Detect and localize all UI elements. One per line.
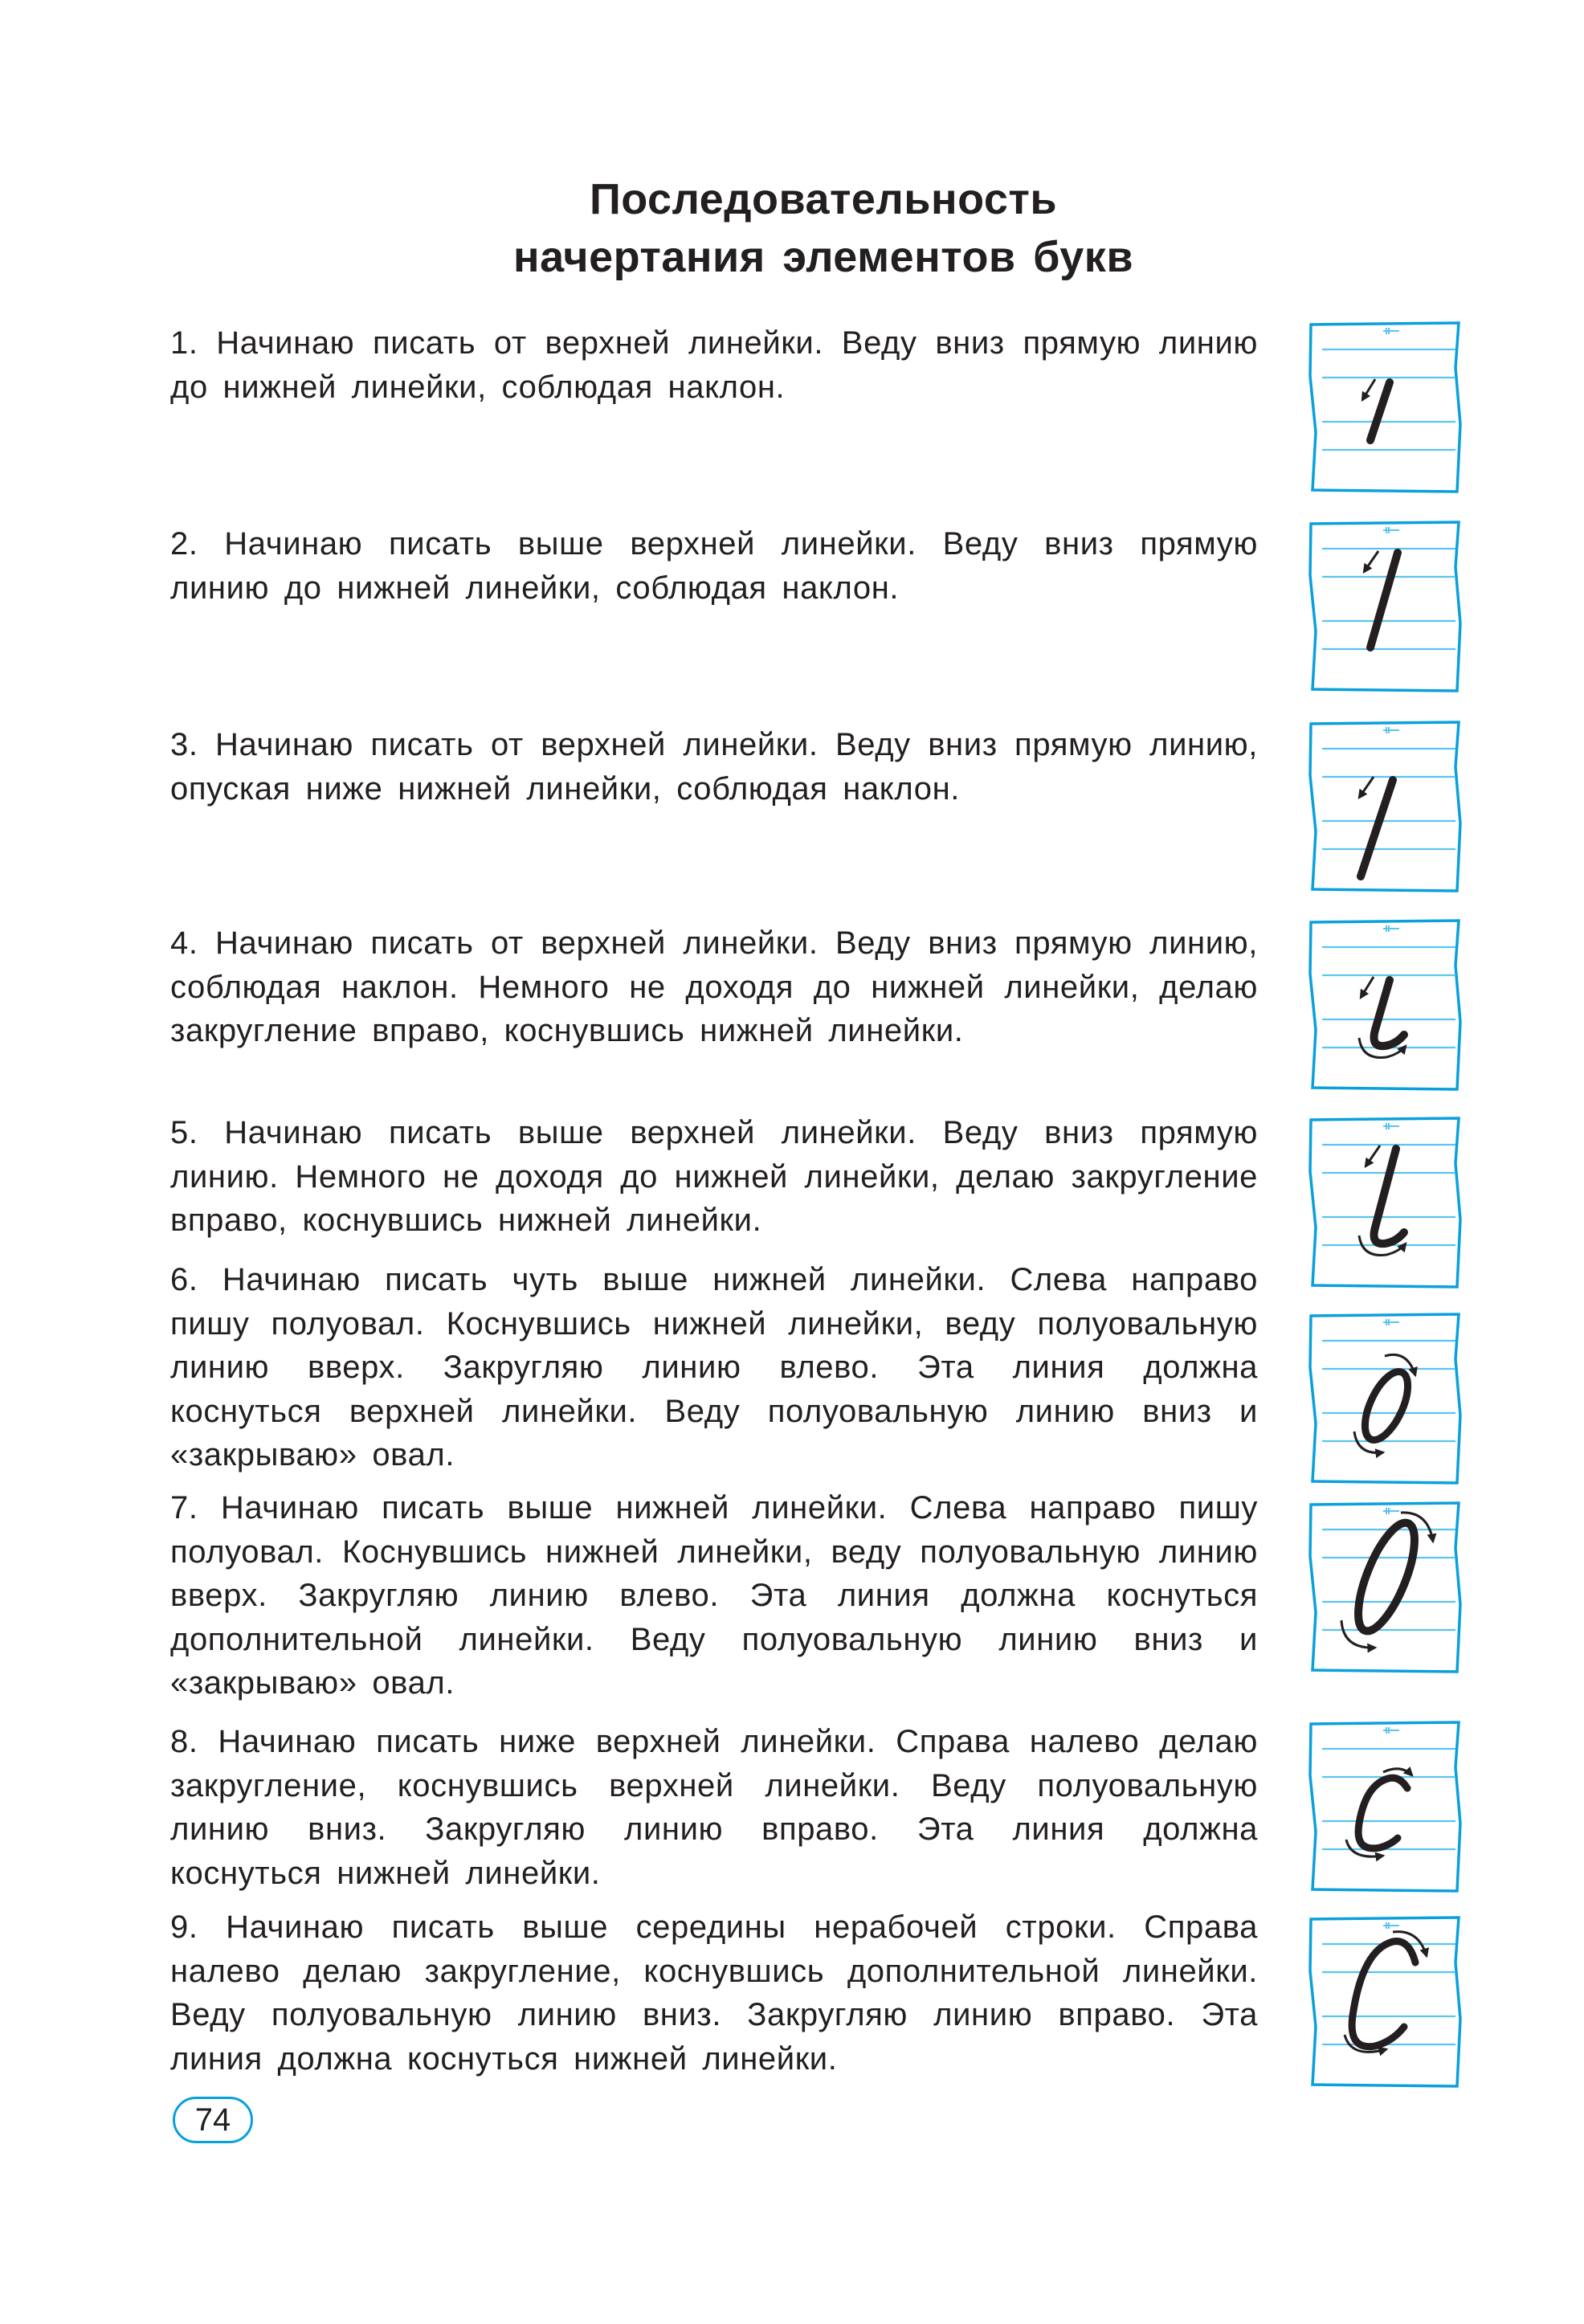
instruction-1 [170, 321, 1258, 409]
instruction-text: 8. Начинаю писать ниже верхней линейки. Справа налево делаю закругление, коснувшись верхней линейки. Веду полуовальную линию вниз. Закругляю линию вправо. Эта линия должна коснуться нижней линейки. [170, 1724, 1258, 1891]
diagram-oval-icon [1306, 1311, 1467, 1488]
illustration-2 [1306, 519, 1467, 696]
diagram-hook-icon [1306, 1115, 1467, 1292]
page-title-line-1: Последовательность [589, 175, 1058, 223]
instruction-4 [170, 921, 1258, 1053]
instruction-text: 1. Начинаю писать от верхней линейки. Веду вниз прямую линию до нижней линейки, соблюдая наклон. [170, 325, 1258, 405]
diagram-stroke-icon [1306, 719, 1467, 896]
instruction-text: 3. Начинаю писать от верхней линейки. Веду вниз прямую линию, опуская ниже нижней линейки, соблюдая наклон. [170, 727, 1258, 807]
illustration-5 [1306, 1115, 1467, 1292]
instruction-5 [170, 1111, 1258, 1243]
illustration-9 [1306, 1914, 1467, 2091]
illustration-3 [1306, 719, 1467, 896]
instruction-7 [170, 1486, 1258, 1705]
illustration-8 [1306, 1719, 1467, 1896]
diagram-semi-oval-icon [1306, 1914, 1467, 2091]
illustration-4 [1306, 917, 1467, 1094]
page-title-line-2: начертания элементов букв [512, 233, 1134, 281]
illustration-6 [1306, 1311, 1467, 1488]
diagram-hook-icon [1306, 917, 1467, 1094]
instruction-text: 2. Начинаю писать выше верхней линейки. Веду вниз прямую линию до нижней линейки, соблюдая наклон. [170, 526, 1258, 606]
illustration-7 [1306, 1500, 1467, 1677]
diagram-stroke-icon [1306, 519, 1467, 696]
instruction-text: 4. Начинаю писать от верхней линейки. Веду вниз прямую линию, соблюдая наклон. Немного не доходя до нижней линейки, делаю закругление вправо, коснувшись нижней линейки. [170, 925, 1258, 1048]
instruction-text: 5. Начинаю писать выше верхней линейки. Веду вниз прямую линию. Немного не доходя до нижней линейки, делаю закругление вправо, коснувшись нижней линейки. [170, 1115, 1258, 1238]
instruction-9 [170, 1905, 1258, 2081]
instruction-text: 7. Начинаю писать выше нижней линейки. Слева направо пишу полуовал. Коснувшись нижней линейки, веду полуовальную линию вверх. Закругляю линию влево. Эта линия должна коснуться дополнительной линейки. Веду полуовальную линию вниз и «закрываю» овал. [170, 1490, 1258, 1701]
instruction-text: 6. Начинаю писать чуть выше нижней линейки. Слева направо пишу полуовал. Коснувшись нижней линейки, веду полуовальную линию вверх. Закругляю линию влево. Эта линия должна коснуться верхней линейки. Веду полуовальную линию вниз и «закрываю» овал. [170, 1262, 1258, 1472]
instruction-8 [170, 1720, 1258, 1895]
diagram-stroke-icon [1306, 320, 1467, 496]
page-number: 74 [173, 2097, 253, 2143]
instruction-2 [170, 522, 1258, 610]
instruction-3 [170, 723, 1258, 811]
illustration-1 [1306, 320, 1467, 496]
page-title [169, 170, 1478, 286]
instruction-6 [170, 1258, 1258, 1477]
diagram-semi-oval-icon [1306, 1719, 1467, 1896]
instruction-text: 9. Начинаю писать выше середины нерабочей строки. Справа налево делаю закругление, коснувшись дополнительной линейки. Веду полуовальную линию вниз. Закругляю линию вправо. Эта линия должна коснуться нижней линейки. [170, 1909, 1258, 2077]
diagram-oval-icon [1306, 1500, 1467, 1677]
